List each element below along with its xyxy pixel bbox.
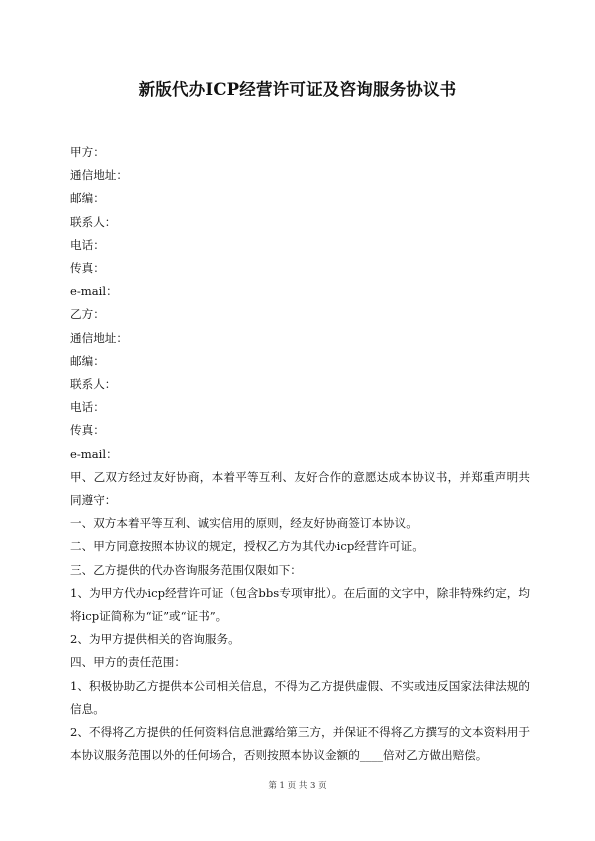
- party-a-email: e-mail：: [70, 284, 118, 299]
- party-b-fax: 传真：: [70, 423, 105, 438]
- clause-4-heading: 四、甲方的责任范围：: [70, 655, 186, 670]
- party-a-address: 通信地址：: [70, 168, 128, 183]
- clause-2: 二、甲方同意按照本协议的规定，授权乙方为其代办icp经营许可证。: [70, 539, 424, 554]
- clause-4-item-1: 1、积极协助乙方提供本公司相关信息，不得为乙方提供虚假、不实或违反国家法律法规的信息。: [70, 678, 530, 716]
- clause-3-heading: 三、乙方提供的代办咨询服务范围仅限如下：: [70, 562, 302, 577]
- party-a-phone: 电话：: [70, 237, 105, 252]
- document-body: [70, 141, 530, 767]
- party-b-label: 乙方：: [70, 307, 105, 322]
- clause-3-item-2: 2、为甲方提供相关的咨询服务。: [70, 632, 240, 647]
- party-b-postcode: 邮编：: [70, 353, 105, 368]
- party-a-label: 甲方：: [70, 145, 105, 159]
- clause-1: 一、双方本着平等互利、诚实信用的原则，经友好协商签订本协议。: [70, 516, 418, 531]
- party-b-email: e-mail：: [70, 446, 118, 461]
- party-a-postcode: 邮编：: [70, 191, 105, 206]
- party-b-phone: 电话：: [70, 400, 105, 415]
- page-number-footer: 第 1 页 共 3 页: [268, 781, 327, 791]
- party-a-contact: 联系人：: [70, 214, 117, 229]
- clause-4-item-2: 2、不得将乙方提供的任何资料信息泄露给第三方，并保证不得将乙方撰写的文本资料用于本协议服务范围以外的任何场合，否则按照本协议金额的____倍对乙方做出赔偿。: [70, 725, 530, 763]
- preamble-paragraph: 甲、乙双方经过友好协商，本着平等互利、友好合作的意愿达成本协议书，并郑重声明共同遵守：: [70, 469, 530, 508]
- party-b-address: 通信地址：: [70, 330, 128, 345]
- party-b-contact: 联系人：: [70, 377, 117, 392]
- document-title: 新版代办ICP经营许可证及咨询服务协议书: [138, 80, 457, 99]
- party-a-fax: 传真：: [70, 261, 105, 276]
- clause-3-item-1: 1、为甲方代办icp经营许可证（包含bbs专项审批）。在后面的文字中，除非特殊约定，均将icp证简称为“证”或“证书”。: [70, 585, 530, 624]
